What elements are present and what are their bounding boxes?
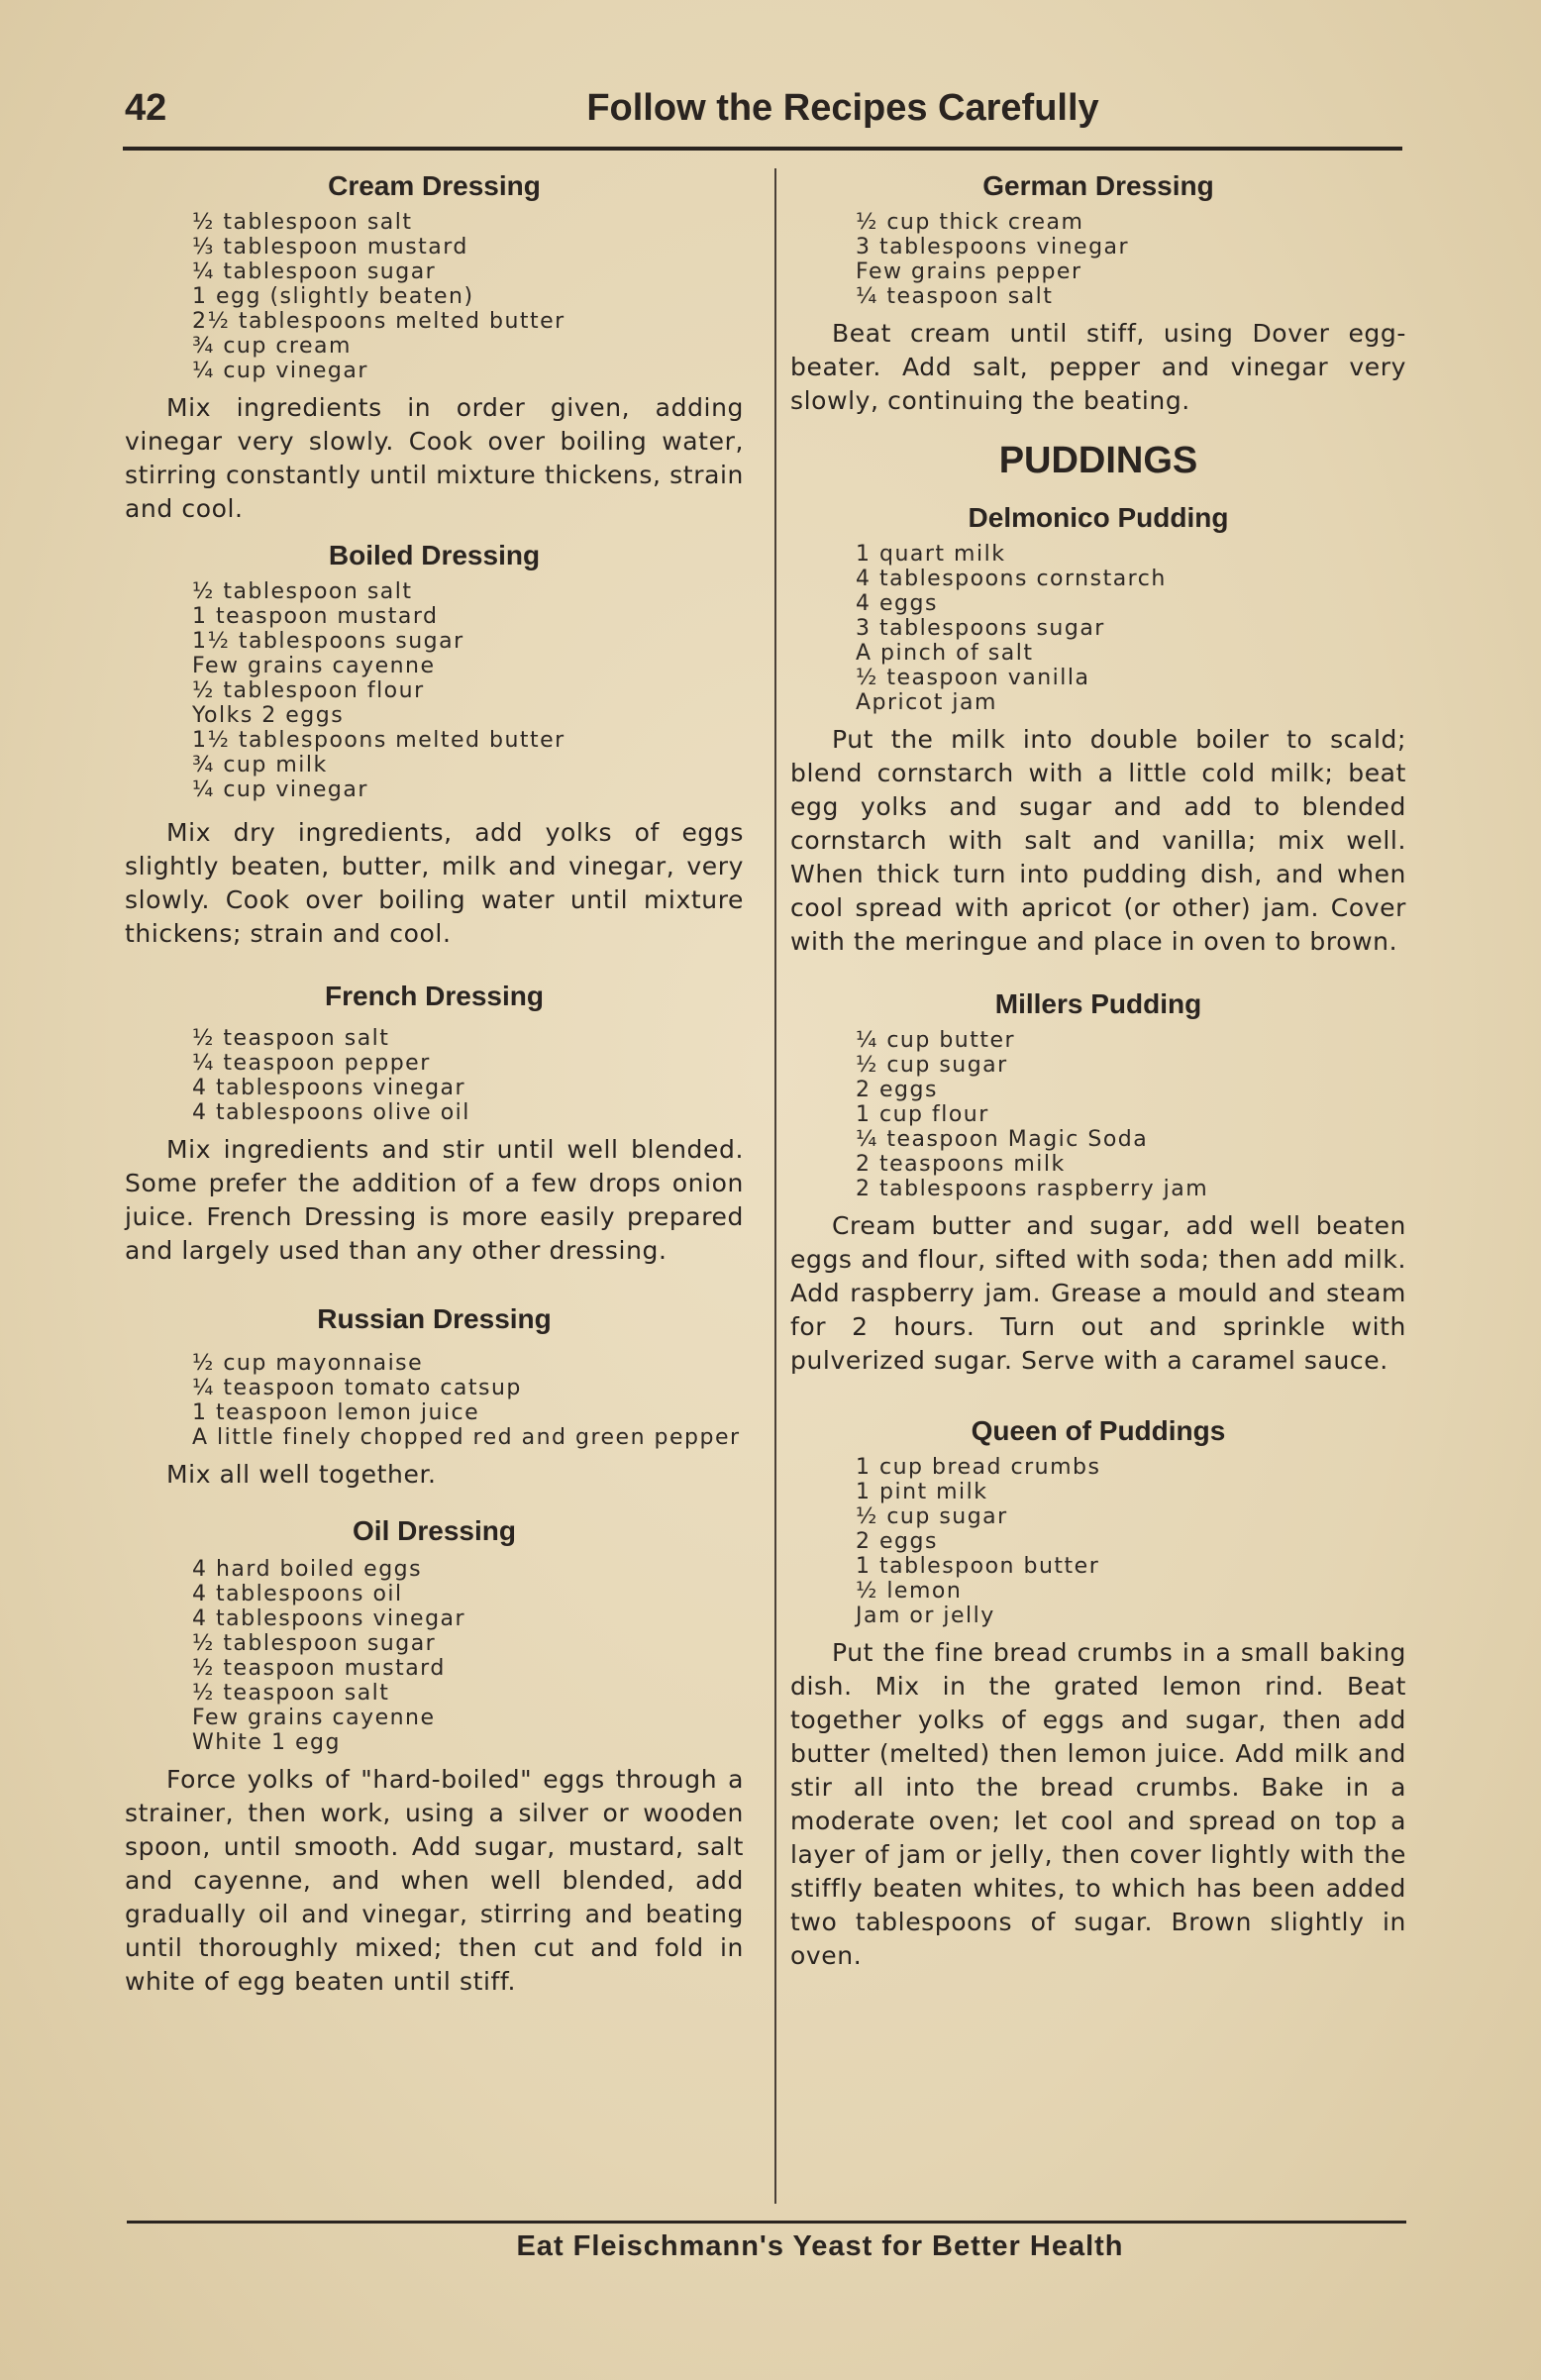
ingredient: White 1 egg xyxy=(192,1730,341,1755)
ingredient-list xyxy=(125,1557,744,1755)
column-divider xyxy=(774,168,776,2204)
ingredient: ¼ cup butter xyxy=(856,1028,1016,1053)
ingredient: ½ teaspoon mustard xyxy=(192,1656,446,1681)
recipe-method: Put the milk into double boiler to scald; blend cornstarch with a little cold milk; beat egg yolks and sugar and add to blended cornstarch with salt and vanilla; mix well. When thick turn into pudding dish, and when cool spread with apricot (or other) jam. Cover with the meringue and place in oven to brown. xyxy=(790,725,1406,956)
ingredient: ¼ teaspoon salt xyxy=(856,284,1054,309)
ingredient: 1 egg (slightly beaten) xyxy=(192,284,474,309)
recipe-title: Russian Dressing xyxy=(317,1303,552,1334)
ingredient: 1 tablespoon butter xyxy=(856,1554,1100,1579)
page-footer: Eat Fleischmann's Yeast for Better Health xyxy=(516,2230,1124,2262)
ingredient: 3 tablespoons sugar xyxy=(856,616,1105,641)
ingredient: A little finely chopped red and green pepper xyxy=(192,1425,741,1450)
page-title: Follow the Recipes Carefully xyxy=(586,87,1099,129)
ingredient: Jam or jelly xyxy=(856,1604,995,1628)
recipe-delmonico-pudding xyxy=(790,502,1406,959)
ingredient: Yolks 2 eggs xyxy=(192,703,345,728)
page-number: 42 xyxy=(125,87,167,129)
ingredient: ½ tablespoon flour xyxy=(192,678,425,703)
ingredient-list xyxy=(125,210,744,383)
page-header xyxy=(125,87,1402,147)
ingredient: 4 tablespoons olive oil xyxy=(192,1100,470,1125)
ingredient-list xyxy=(790,1028,1406,1201)
ingredient: ½ tablespoon sugar xyxy=(192,1631,437,1656)
recipe-oil-dressing xyxy=(125,1515,744,1999)
ingredient: 1½ tablespoons sugar xyxy=(192,629,464,654)
ingredient: ¾ cup milk xyxy=(192,753,328,777)
ingredient: 1 teaspoon lemon juice xyxy=(192,1400,480,1425)
ingredient: 2 teaspoons milk xyxy=(856,1152,1066,1177)
ingredient: 4 tablespoons vinegar xyxy=(192,1076,466,1100)
recipe-german-dressing xyxy=(790,170,1406,418)
recipe-method: Cream butter and sugar, add well beaten eggs and flour, sifted with soda; then add milk. Add raspberry jam. Grease a mould and steam for 2 hours. Turn out and sprinkle with pulverized sugar. Serve with a caramel sauce. xyxy=(790,1211,1406,1375)
ingredient: ½ cup mayonnaise xyxy=(192,1351,424,1376)
ingredient-list xyxy=(790,542,1406,715)
ingredient: 1 quart milk xyxy=(856,542,1006,567)
ingredient: ½ cup sugar xyxy=(856,1504,1008,1529)
ingredient: ⅓ tablespoon mustard xyxy=(192,235,468,259)
ingredient: ¼ cup vinegar xyxy=(192,777,368,802)
recipe-method: Mix all well together. xyxy=(166,1460,437,1489)
recipe-title: Queen of Puddings xyxy=(971,1415,1226,1446)
ingredient: 1 cup bread crumbs xyxy=(856,1455,1101,1480)
ingredient-list xyxy=(790,210,1406,309)
ingredient: 1 teaspoon mustard xyxy=(192,604,439,629)
ingredient: ¼ teaspoon Magic Soda xyxy=(856,1127,1149,1152)
section-heading-puddings: PUDDINGS xyxy=(998,440,1198,481)
recipe-french-dressing xyxy=(125,981,744,1268)
ingredient: ½ cup sugar xyxy=(856,1053,1008,1078)
ingredient: 4 hard boiled eggs xyxy=(192,1557,423,1582)
header-rule xyxy=(123,147,1402,151)
ingredient: ½ lemon xyxy=(856,1579,963,1604)
ingredient: ½ teaspoon salt xyxy=(192,1026,390,1051)
ingredient-list xyxy=(790,1455,1406,1628)
ingredient: Few grains cayenne xyxy=(192,1706,436,1730)
ingredient: Apricot jam xyxy=(856,690,997,715)
ingredient-list xyxy=(125,1026,744,1125)
recipe-title: Boiled Dressing xyxy=(328,540,541,570)
ingredient: 4 eggs xyxy=(856,591,938,616)
ingredient: 4 tablespoons oil xyxy=(192,1582,403,1606)
recipe-method: Put the fine bread crumbs in a small baking dish. Mix in the grated lemon rind. Beat together yolks of eggs and sugar, then add butter (melted) then lemon juice. Add milk and stir all into the bread crumbs. Bake in a moderate oven; let cool and spread on top a layer of jam or jelly, then cover lightly with the stiffly beaten whites, to which has been added two tablespoons of sugar. Brown slightly in oven. xyxy=(790,1638,1406,1970)
ingredient: 1 pint milk xyxy=(856,1480,988,1504)
recipe-method: Mix ingredients in order given, adding vinegar very slowly. Cook over boiling water, stirring constantly until mixture thickens, strain and cool. xyxy=(125,393,744,523)
ingredient: Few grains cayenne xyxy=(192,654,436,678)
recipe-method: Beat cream until stiff, using Dover egg-beater. Add salt, pepper and vinegar very slowly, continuing the beating. xyxy=(790,319,1406,415)
ingredient: ½ teaspoon vanilla xyxy=(856,666,1090,690)
recipe-method: Force yolks of "hard-boiled" eggs through a strainer, then work, using a silver or wooden spoon, until smooth. Add sugar, mustard, salt and cayenne, and when well blended, add gradually oil and vinegar, stirring and beating until thoroughly mixed; then cut and fold in white of egg beaten until stiff. xyxy=(125,1765,744,1996)
recipe-method: Mix dry ingredients, add yolks of eggs slightly beaten, butter, milk and vinegar, very slowly. Cook over boiling water until mixture thickens; strain and cool. xyxy=(125,818,744,948)
recipe-russian-dressing xyxy=(125,1303,744,1492)
left-column xyxy=(125,170,744,1999)
right-column xyxy=(790,170,1406,1973)
ingredient: ½ tablespoon salt xyxy=(192,210,413,235)
ingredient: 1 cup flour xyxy=(856,1102,989,1127)
ingredient: 1½ tablespoons melted butter xyxy=(192,728,565,753)
ingredient: A pinch of salt xyxy=(856,641,1034,666)
ingredient: 4 tablespoons vinegar xyxy=(192,1606,466,1631)
recipe-title: French Dressing xyxy=(325,981,544,1011)
ingredient: ¼ teaspoon pepper xyxy=(192,1051,431,1076)
ingredient: ¼ teaspoon tomato catsup xyxy=(192,1376,522,1400)
recipe-title: Cream Dressing xyxy=(328,170,541,201)
ingredient: ½ cup thick cream xyxy=(856,210,1084,235)
ingredient: 4 tablespoons cornstarch xyxy=(856,567,1167,591)
ingredient: 3 tablespoons vinegar xyxy=(856,235,1130,259)
recipe-millers-pudding xyxy=(790,988,1406,1378)
footer-rule xyxy=(127,2221,1406,2224)
ingredient-list xyxy=(125,1351,744,1450)
ingredient: 2 eggs xyxy=(856,1078,938,1102)
ingredient: ½ tablespoon salt xyxy=(192,579,413,604)
ingredient: 2 eggs xyxy=(856,1529,938,1554)
recipe-cream-dressing xyxy=(125,170,744,526)
recipe-title: Delmonico Pudding xyxy=(968,502,1229,533)
recipe-queen-of-puddings xyxy=(790,1415,1406,1973)
ingredient: ¾ cup cream xyxy=(192,334,352,359)
ingredient: ¼ cup vinegar xyxy=(192,359,368,383)
ingredient: 2 tablespoons raspberry jam xyxy=(856,1177,1209,1201)
ingredient-list xyxy=(125,579,744,802)
ingredient: 2½ tablespoons melted butter xyxy=(192,309,565,334)
recipe-title: Millers Pudding xyxy=(994,988,1202,1019)
recipe-boiled-dressing xyxy=(125,540,744,951)
recipe-method: Mix ingredients and stir until well blended. Some prefer the addition of a few drops onion juice. French Dressing is more easily prepared and largely used than any other dressing. xyxy=(125,1135,744,1265)
recipe-title: German Dressing xyxy=(982,170,1214,201)
ingredient: ¼ tablespoon sugar xyxy=(192,259,437,284)
recipe-title: Oil Dressing xyxy=(353,1515,516,1546)
ingredient: ½ teaspoon salt xyxy=(192,1681,390,1706)
ingredient: Few grains pepper xyxy=(856,259,1082,284)
